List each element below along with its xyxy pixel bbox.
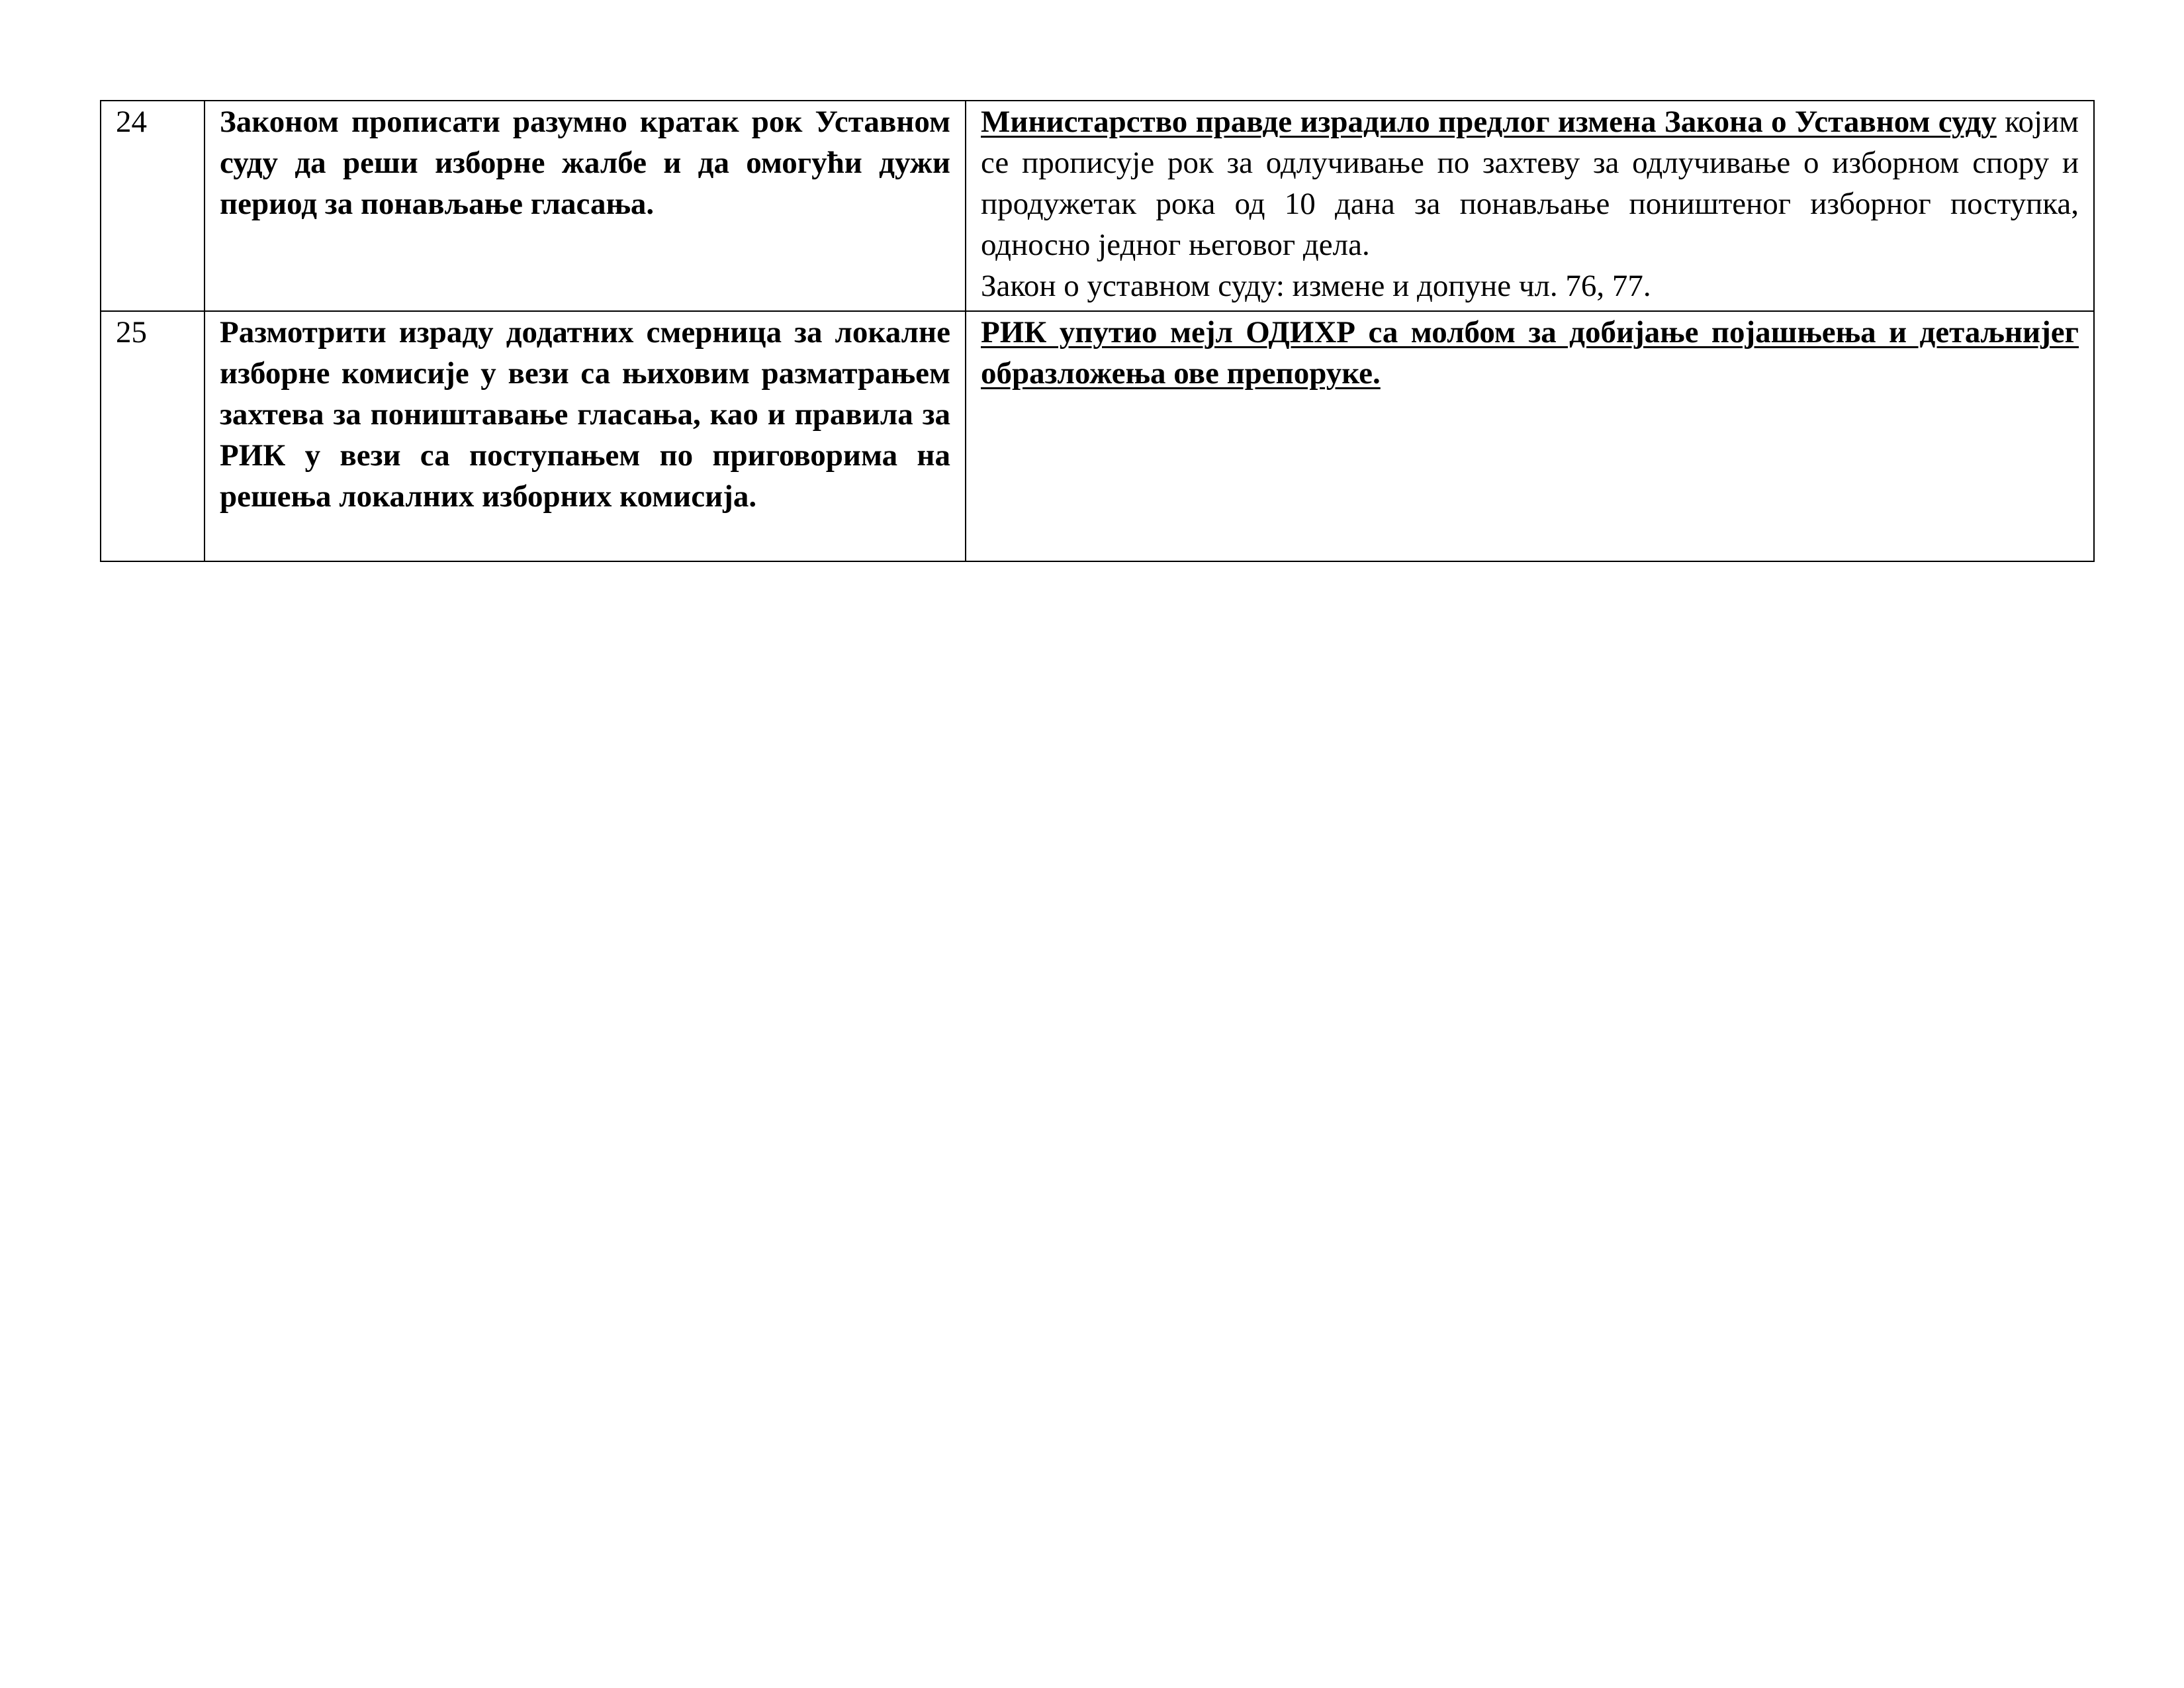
- recommendation-text: Законом прописати разумно кратак рок Уставном суду да реши изборне жалбе и да омогући дужи период за понављање гласања.: [205, 101, 966, 311]
- recommendations-table: [100, 100, 2095, 562]
- status-text: којим се прописује рок за одлучивање по захтеву за одлучивање о изборном спору и продужетак рока од 10 дана за понављање поништеног изборног поступка, односно једног његовог дела.: [981, 105, 2079, 262]
- status-emphasis: РИК упутио мејл ОДИХР са молбом за добијање појашњења и детаљнијег образложења ове препоруке.: [981, 315, 2079, 391]
- row-number: 25: [101, 311, 205, 561]
- status-cell: [966, 101, 2094, 311]
- table-row: [101, 311, 2094, 561]
- status-note: Закон о уставном суду: измене и допуне чл. 76, 77.: [981, 269, 1651, 303]
- table-row: [101, 101, 2094, 311]
- status-cell: [966, 311, 2094, 561]
- status-emphasis: Министарство правде израдило предлог измена Закона о Уставном суду: [981, 105, 1997, 139]
- recommendation-text: Размотрити израду додатних смерница за локалне изборне комисије у вези са њиховим разматрањем захтева за поништавање гласања, као и правила за РИК у вези са поступањем по приговорима на решења локалних изборних комисија.: [205, 311, 966, 561]
- row-number: 24: [101, 101, 205, 311]
